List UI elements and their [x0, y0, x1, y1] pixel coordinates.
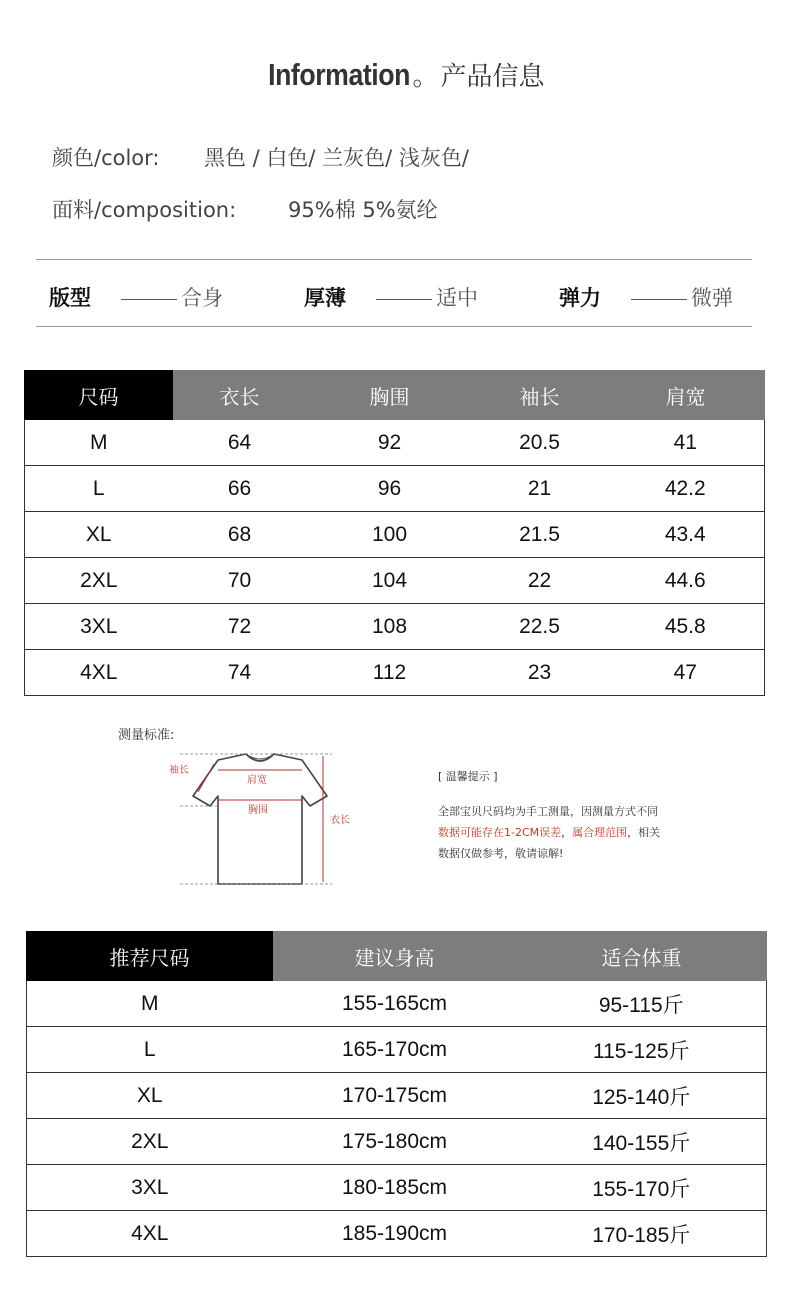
table-cell: 21 — [473, 466, 607, 512]
table-cell: 66 — [173, 466, 307, 512]
tip-title: [ 温馨提示 ] — [438, 770, 498, 783]
tip-related-text: ，相关 — [627, 826, 661, 839]
table-cell: 45.8 — [607, 604, 765, 650]
table-row — [25, 650, 765, 696]
table-row — [27, 981, 767, 1027]
table-cell: M — [25, 420, 173, 466]
recommend-header-weight: 适合体重 — [517, 932, 767, 981]
divider-bottom — [36, 326, 752, 327]
table-cell: 170-175cm — [273, 1073, 517, 1119]
table-cell: XL — [25, 512, 173, 558]
divider-top — [36, 259, 752, 260]
table-cell: 115-125斤 — [517, 1027, 767, 1073]
size-table-header — [25, 371, 765, 420]
size-header-sleeve: 袖长 — [473, 371, 607, 420]
table-cell: 96 — [307, 466, 473, 512]
table-cell: 185-190cm — [273, 1211, 517, 1257]
property-thickness-value: 适中 — [436, 286, 478, 310]
table-cell: 47 — [607, 650, 765, 696]
table-cell: 2XL — [27, 1119, 273, 1165]
table-cell: 175-180cm — [273, 1119, 517, 1165]
size-header-chest: 胸围 — [307, 371, 473, 420]
table-cell: 170-185斤 — [517, 1211, 767, 1257]
table-cell: 72 — [173, 604, 307, 650]
tip-reasonable-text: 属合理范围 — [572, 826, 628, 839]
table-cell: 3XL — [25, 604, 173, 650]
title-separator: 。 — [412, 62, 439, 92]
title-english: Information — [268, 57, 411, 92]
composition-value: 95%棉 5%氨纶 — [288, 198, 438, 222]
table-cell: 42.2 — [607, 466, 765, 512]
table-row — [27, 1165, 767, 1211]
table-cell: 22.5 — [473, 604, 607, 650]
property-dash — [631, 299, 687, 300]
table-row — [27, 1211, 767, 1257]
table-cell: 2XL — [25, 558, 173, 604]
tshirt-measure-diagram — [160, 744, 370, 894]
table-cell: 44.6 — [607, 558, 765, 604]
table-row — [25, 558, 765, 604]
recommend-header-height: 建议身高 — [273, 932, 517, 981]
length-label: 衣长 — [330, 815, 350, 826]
sleeve-label: 袖长 — [169, 765, 189, 776]
table-cell: 23 — [473, 650, 607, 696]
composition-label: 面料/composition: — [52, 198, 237, 222]
table-cell: 140-155斤 — [517, 1119, 767, 1165]
color-row — [52, 142, 470, 172]
property-elasticity-label: 弹力 — [559, 286, 601, 310]
table-cell: 22 — [473, 558, 607, 604]
size-header-size: 尺码 — [25, 371, 173, 420]
table-cell: 125-140斤 — [517, 1073, 767, 1119]
property-dash — [376, 299, 432, 300]
table-row — [27, 1119, 767, 1165]
table-cell: 180-185cm — [273, 1165, 517, 1211]
page-title — [0, 56, 790, 93]
table-cell: 155-165cm — [273, 981, 517, 1027]
table-cell: 41 — [607, 420, 765, 466]
table-cell: 4XL — [25, 650, 173, 696]
table-cell: M — [27, 981, 273, 1027]
table-cell: 155-170斤 — [517, 1165, 767, 1211]
property-elasticity-value: 微弹 — [691, 286, 733, 310]
tip-line-3: 数据仅做参考，敬请谅解! — [438, 847, 564, 860]
size-header-shoulder: 肩宽 — [607, 371, 765, 420]
measure-title: 测量标准: — [118, 728, 175, 743]
table-row — [27, 1073, 767, 1119]
table-cell: 68 — [173, 512, 307, 558]
chest-label: 胸围 — [248, 805, 268, 816]
table-cell: L — [27, 1027, 273, 1073]
property-thickness-label: 厚薄 — [304, 286, 346, 310]
table-row — [25, 604, 765, 650]
color-value: 黑色 / 白色/ 兰灰色/ 浅灰色/ — [204, 146, 470, 170]
table-cell: 70 — [173, 558, 307, 604]
table-cell: 43.4 — [607, 512, 765, 558]
table-cell: 100 — [307, 512, 473, 558]
property-thickness — [304, 282, 478, 312]
shoulder-label: 肩宽 — [247, 775, 267, 786]
tshirt-outline — [193, 754, 327, 884]
composition-row — [52, 194, 438, 224]
color-label: 颜色/color: — [52, 146, 160, 170]
table-cell: 74 — [173, 650, 307, 696]
table-cell: 21.5 — [473, 512, 607, 558]
tip-error-text: 数据可能存在1-2CM误差 — [438, 826, 562, 839]
property-dash — [121, 299, 177, 300]
table-cell: 20.5 — [473, 420, 607, 466]
table-row — [25, 466, 765, 512]
table-cell: 64 — [173, 420, 307, 466]
table-row — [27, 1027, 767, 1073]
table-cell: 3XL — [27, 1165, 273, 1211]
table-cell: 95-115斤 — [517, 981, 767, 1027]
property-fit — [49, 282, 223, 312]
property-elasticity — [559, 282, 733, 312]
table-cell: XL — [27, 1073, 273, 1119]
title-chinese: 产品信息 — [440, 62, 545, 92]
tip-line-1: 全部宝贝尺码均为手工测量，因测量方式不同 — [438, 805, 658, 818]
recommend-header-size: 推荐尺码 — [27, 932, 273, 981]
table-cell: 112 — [307, 650, 473, 696]
property-fit-value: 合身 — [181, 286, 223, 310]
size-header-length: 衣长 — [173, 371, 307, 420]
table-cell: 4XL — [27, 1211, 273, 1257]
table-row — [25, 512, 765, 558]
recommend-table-header — [27, 932, 767, 981]
table-cell: 104 — [307, 558, 473, 604]
table-cell: 165-170cm — [273, 1027, 517, 1073]
table-cell: L — [25, 466, 173, 512]
tip-comma: ， — [561, 826, 573, 839]
table-cell: 108 — [307, 604, 473, 650]
table-row — [25, 420, 765, 466]
size-table — [24, 370, 765, 696]
table-cell: 92 — [307, 420, 473, 466]
property-fit-label: 版型 — [49, 286, 91, 310]
recommend-table — [26, 931, 767, 1257]
tip-line-2 — [438, 824, 660, 840]
